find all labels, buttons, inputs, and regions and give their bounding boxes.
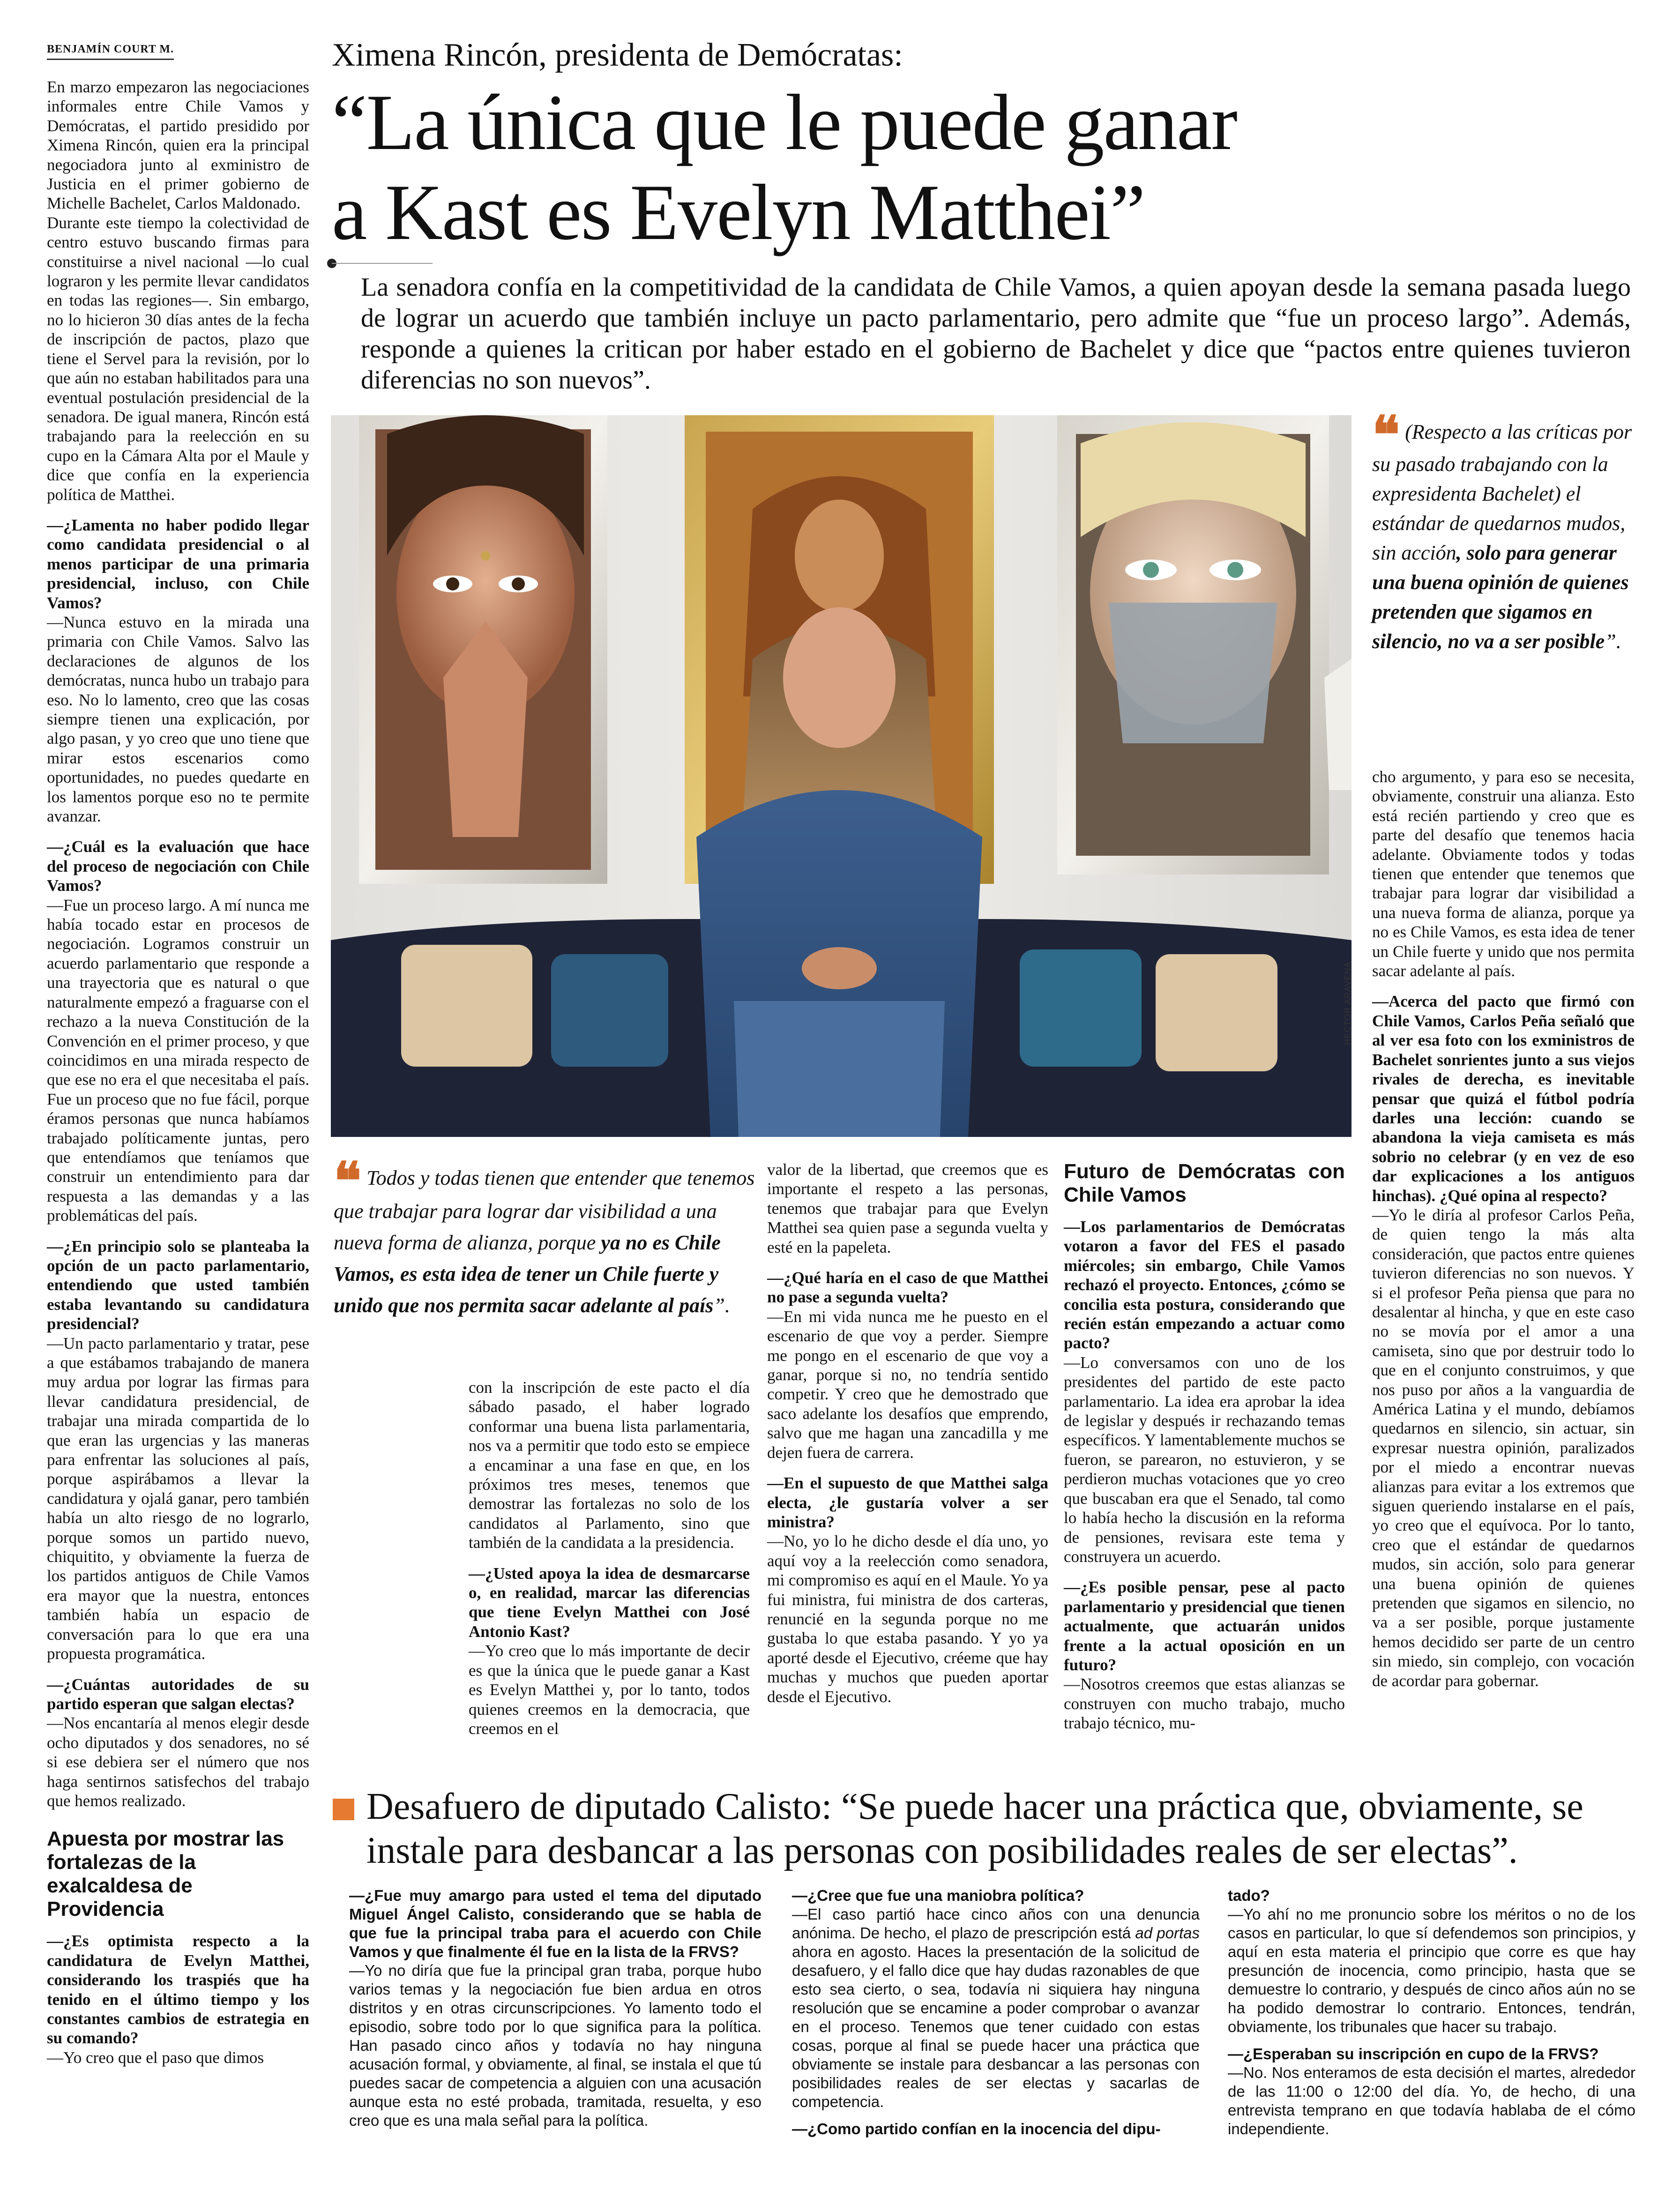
question: —¿Usted apoya la idea de desmarcarse o, en realidad, marcar las diferencias que tiene Evelyn Matthei con José Antonio Kast? xyxy=(469,1564,750,1641)
answer: —Nosotros creemos que estas alianzas se construyen con mucho trabajo, mucho trabajo técnico, mu- xyxy=(1064,1675,1345,1733)
answer-text: —El caso partió hace cinco años con una denuncia anónima. De hecho, el plazo de prescripción está xyxy=(792,1906,1200,1942)
column-3 xyxy=(767,1160,1048,1706)
pull-quote-bold: , solo para generar una buena opinión de quienes pretenden que sigamos en silencio, no va a ser posible xyxy=(1372,541,1629,653)
portrait-photo xyxy=(331,415,1351,1137)
answer: —En mi vida nunca me he puesto en el escenario de que voy a perder. Siempre me pongo en el escenario de que voy a ganar, porque si no, no tendría sentido competir. Y creo que he demostrado que saco adelante los desafíos que emprendo, salvo que me hagan una zancadilla y me dejen fuera de carrera. xyxy=(767,1307,1048,1462)
intro-paragraph-2: Durante este tiempo la colectividad de centro estuvo buscando firmas para constituirse a nivel nacional —lo cual lograron y les permite llevar candidatos en todas las regiones—. Sin embargo, no lo hicieron 30 días antes de la fecha de inscripción de pactos, plazo que tiene el Servel para la revisión, por lo que aún no estaban habilitados para una eventual postulación presidencial de la senadora. De igual manera, Rincón está trabajando para la reelección en su cupo en la Cámara Alta por el Maule y dice que confía en la experiencia política de Matthei. xyxy=(47,213,309,504)
continuation-paragraph: valor de la libertad, que creemos que es importante el respeto a las personas, tenemos que trabajar para que Evelyn Matthei sea quien pase a segunda vuelta y esté en la papeleta. xyxy=(767,1160,1048,1256)
column-5 xyxy=(1372,767,1635,1690)
section-headline: Desafuero de diputado Calisto: “Se puede hacer una práctica que, obviamente, se instale para desbancar a las personas con posibilidades reales de ser electas”. xyxy=(366,1786,1583,1871)
answer: —Yo creo que lo más importante de decir es que la única que le puede ganar a Kast es Evelyn Matthei y, por lo tanto, todos quienes creemos en la democracia, que creemos en el xyxy=(469,1642,750,1738)
photo-credit: HÉCTOR ARAVENA xyxy=(1343,961,1352,1045)
byline: BENJAMÍN COURT M. xyxy=(47,43,174,60)
question: tado? xyxy=(1228,1887,1270,1904)
column-4 xyxy=(1064,1160,1345,1733)
question: —¿Esperaban su inscripción en cupo de la FRVS? xyxy=(1228,2045,1599,2062)
headline xyxy=(332,77,1363,257)
question: —¿Es posible pensar, pese al pacto parlamentario y presidencial que tienen actualmente, que actuarán unidos frente a la actual oposición en un futuro? xyxy=(1064,1578,1345,1674)
kicker: Ximena Rincón, presidenta de Demócratas: xyxy=(332,37,903,73)
section-column-1 xyxy=(349,1886,762,2130)
answer: —Yo ahí no me pronuncio sobre los méritos o no de los casos en particular, lo que sí defendemos son principios, y aquí en esta materia el principio que corre es que hay presunción de inocencia, como principio, hasta que se demuestre lo contrario, y después de cinco años aún no se ha podido demostrar lo contrario. Entonces, tendrán, obviamente, los tribunales que hacer su trabajo. xyxy=(1228,1906,1635,2035)
answer: —No. Nos enteramos de esta decisión el martes, alrededor de las 11:00 o 12:00 del día. Yo, de hecho, di una entrevista temprano en que todavía hablaba de el cómo independiente. xyxy=(1228,2064,1635,2137)
answer xyxy=(792,1905,1200,2111)
headline-line-2: a Kast es Evelyn Matthei” xyxy=(332,168,1145,256)
answer: —Yo le diría al profesor Carlos Peña, de quien tengo la más alta consideración, que pactos entre quienes tuvieron diferencias no son nuevos. Y si el profesor Peña piensa que para no desalentar al hincha, y que en este caso no se movía por el amor a una camiseta, sino que por destruir todo lo que en el conjunto construimos, y que nos puso por años a la vanguardia de América Latina y el mundo, debíamos quedarnos en silencio, sin actuar, sin expresar nuestra opinión, paralizados por el miedo a encontrar nuevas alianzas para evitar a los extremos que siguen queriendo instalarse en el país, yo creo que el equívoca. Por lo tanto, creo que el estándar de quedarnos mudos, sin acción, solo para generar una buena opinión de quienes pretenden que sigamos en silencio, no va a ser posible, porque justamente hemos decidido ser parte de un centro sin miedo, sin complejo, con vocación de acordar para gobernar. xyxy=(1372,1205,1635,1690)
quote-mark-icon: ❝ xyxy=(334,1153,362,1210)
question: —Los parlamentarios de Demócratas votaron a favor del FES el pasado miércoles; sin embargo, Chile Vamos rechazó el proyecto. Entonces, ¿cómo se concilia esta postura, considerando que recién están empezando a actuar como pacto? xyxy=(1064,1218,1345,1353)
answer: —Fue un proceso largo. A mí nunca me había tocado estar en procesos de negociación. Logramos construir un acuerdo parlamentario que responde a una trayectoria que es natural o que naturalmente empezó a fraguarse con el rechazo a la nueva Constitución de la Convención en el primer proceso, y que coincidimos en una mirada respecto de que ese no era el que necesitaba el país. Fue un proceso que no fue fácil, porque éramos personas que nunca habíamos trabajado políticamente juntas, pero que entendíamos que teníamos que construir un entendimiento para dar respuesta a las demandas y a las problemáticas del país. xyxy=(47,896,309,1225)
answer: —Yo creo que el paso que dimos xyxy=(47,2048,264,2067)
question: —¿Cuál es la evaluación que hace del proceso de negociación con Chile Vamos? xyxy=(47,837,309,895)
section-column-3 xyxy=(1228,1886,1635,2138)
subhead-apuesta: Apuesta por mostrar las fortalezas de la exalcaldesa de Providencia xyxy=(47,1827,284,1921)
subhead-futuro: Futuro de Demócratas con Chile Vamos xyxy=(1064,1160,1345,1206)
photo-illustration xyxy=(331,415,1351,1137)
question: —¿Fue muy amargo para usted el tema del diputado Miguel Ángel Calisto, considerando que se habla de que fue la principal traba para el acuerdo con Chile Vamos y que finalmente él fue en la lista de la FRVS? xyxy=(349,1887,762,1960)
quote-mark-icon: ❝ xyxy=(1372,407,1400,464)
pull-quote-right xyxy=(1372,407,1635,656)
pull-quote-bold: ya no es Chile Vamos, es esta idea de tener un Chile fuerte y unido que nos permita sacar adelante al país xyxy=(334,1231,721,1317)
pull-quote-text: (Respecto a las críticas por su pasado trabajando con la expresidenta Bachelet) el estándar de quedarnos mudos, sin acción xyxy=(1372,420,1632,564)
question: —¿Cuántas autoridades de su partido esperan que salgan electas? xyxy=(47,1675,309,1713)
intro-paragraph-1: En marzo empezaron las negociaciones informales entre Chile Vamos y Demócratas, el partido presidido por Ximena Rincón, quien era la principal negociadora junto al exministro de Justicia en el primer gobierno de Michelle Bachelet, Carlos Maldonado. xyxy=(47,78,309,213)
question: —En el supuesto de que Matthei salga electa, ¿le gustaría volver a ser ministra? xyxy=(767,1474,1048,1531)
continuation-paragraph: cho argumento, y para eso se necesita, obviamente, construir una alianza. Esto está recién partiendo y creo que es parte del desafío que tenemos hacia adelante. Obviamente todos y todas tienen que entender que tenemos que trabajar para lograr dar visibilidad a una nueva forma de alianza, porque ya no es Chile Vamos, es esta idea de tener un Chile fuerte y unido que nos permita sacar adelante al país. xyxy=(1372,768,1635,980)
answer-text: ahora en agosto. Haces la presentación de la solicitud de desafuero, y el fallo dice que hay dudas razonables de que esto sea cierto, o sea, todavía ni siquiera hay ninguna resolución que se encamine a poder comprobar o avanzar en el proceso. Tenemos que tener cuidado con estas cosas, porque al final se puede hacer una práctica que obviamente se instale para desbancar a las personas con posibilidades reales de ser electas y sacarlas de competencia. xyxy=(792,1943,1200,2110)
pull-quote-left xyxy=(334,1153,755,1321)
question: —Acerca del pacto que firmó con Chile Vamos, Carlos Peña señaló que al ver esa foto con los exministros de Bachelet sonrientes junto a sus viejos rivales de derecha, es inevitable pensar que quizá el fútbol podría darles una lección: cuando se abandona la vieja camiseta es más sobrio no celebrar (y en vez de eso dar explicaciones a los antiguos hinchas). ¿Qué opina al respecto? xyxy=(1372,992,1635,1205)
answer: —No, yo lo he dicho desde el día uno, yo aquí voy a la reelección como senadora, mi compromiso es aquí en el Maule. Yo ya fui ministra, fui ministra de dos carteras, renuncié en la segunda porque no me gustaba lo que estaba pasando. Y yo ya aporté desde el Ejecutivo, créeme que hay muchas y muchos que pueden aportar desde el Ejecutivo. xyxy=(767,1532,1048,1706)
column-1 xyxy=(47,77,309,2067)
section-square-icon xyxy=(333,1799,354,1820)
answer: —Nunca estuvo en la mirada una primaria con Chile Vamos. Salvo las declaraciones de algunos de los demócratas, nunca hubo un trabajo para eso. No lo lamento, creo que las cosas siempre tienen una explicación, por algo pasan, y yo creo que uno tiene que mirar estos escenarios como oportunidades, no puedes quedarte en los lamentos porque eso no te permite avanzar. xyxy=(47,613,309,826)
headline-rule xyxy=(332,263,433,264)
question: —¿Cree que fue una maniobra política? xyxy=(792,1887,1084,1904)
question: —¿Lamenta no haber podido llegar como candidata presidencial o al menos participar de una primaria presidencial, incluso, con Chile Vamos? xyxy=(47,516,309,612)
headline-line-1: “La única que le puede ganar xyxy=(332,78,1237,166)
deck: La senadora confía en la competitividad de la candidata de Chile Vamos, a quien apoyan desde la semana pasada luego de lograr un acuerdo que también incluye un pacto parlamentario, pero admite que “fue un proceso largo”. Además, responde a quienes la critican por haber estado en el gobierno de Bachelet y dice que “pactos entre quienes tuvieron diferencias no son nuevos”. xyxy=(361,273,1631,395)
answer: —Yo no diría que fue la principal gran traba, porque hubo varios temas y la negociación fue bien ardua en otros distritos y en otras circunscripciones. Yo lamento todo el episodio, sobre todo por lo que significa para la política. Han pasado cinco años y todavía no hay ninguna acusación formal, y obviamente, al final, se instala el que tú puedes sacar de competencia a alguien con una acusación aunque esta no esté probada, tramitada, resuelta, y eso creo que es una mala señal para la política. xyxy=(349,1962,762,2129)
answer: —Un pacto parlamentario y tratar, pese a que estábamos trabajando de manera muy ardua por lograr las firmas para llevar candidatura presidencial, de trabajar una mirada compartida de lo que eran las urgencias y las maneras para enfrentar las soluciones al país, porque aspirábamos a llevar la candidatura y ojalá ganar, pero también había un alto riesgo de no lograrlo, porque somos un partido nuevo, chiquitito, y obviamente la fuerza de los partidos antiguos de Chile Vamos era mayor que la nuestra, entonces también había un espacio de conversación para lo que era una propuesta programática. xyxy=(47,1334,309,1663)
section-column-2 xyxy=(792,1886,1200,2138)
answer: —Lo conversamos con uno de los presidentes del partido de este pacto parlamentario. La idea era aprobar la idea de legislar y después ir rechazando temas específicos. Y lamentablemente muchos se fueron, se parearon, no estuvieron, y se perdieron muchas votaciones que yo creo que buscaban era que el Senado, tal como lo había hecho la discusión en la reforma de pensiones, revisara este tema y construyera un acuerdo. xyxy=(1064,1353,1345,1566)
question: —¿Es optimista respecto a la candidatura de Evelyn Matthei, considerando los traspiés que ha tenido en el último tiempo y los constantes cambios de estrategia en su comando? xyxy=(47,1932,309,2048)
pull-quote-end: ”. xyxy=(713,1294,730,1317)
pull-quote-end: ”. xyxy=(1605,630,1621,653)
answer-italic: ad portas xyxy=(1135,1924,1200,1942)
continuation-paragraph: con la inscripción de este pacto el día sábado pasado, el haber logrado conformar una buena lista parlamentaria, nos va a permitir que todo esto se empiece a encaminar a una fase en que, en los próximos tres meses, tenemos que demostrar las fortalezas no solo de los candidatos al Parlamento, sino que también de la candidata a la presidencia. xyxy=(469,1378,750,1552)
pull-quote-text: Todos y todas tienen que entender que tenemos que trabajar para lograr dar visibilidad a una nueva forma de alianza, porque xyxy=(334,1166,755,1254)
question: —¿Como partido confían en la inocencia del dipu- xyxy=(792,2120,1161,2137)
question: —¿Qué haría en el caso de que Matthei no pase a segunda vuelta? xyxy=(767,1269,1048,1307)
column-2 xyxy=(469,1378,750,1738)
question: —¿En principio solo se planteaba la opción de un pacto parlamentario, entendiendo que usted también estaba levantando su candidatura presidencial? xyxy=(47,1237,309,1333)
answer: —Nos encantaría al menos elegir desde ocho diputados y dos senadores, no sé si ese debiera ser el número que nos haga sentirnos satisfechos del trabajo que hemos realizado. xyxy=(47,1714,309,1810)
